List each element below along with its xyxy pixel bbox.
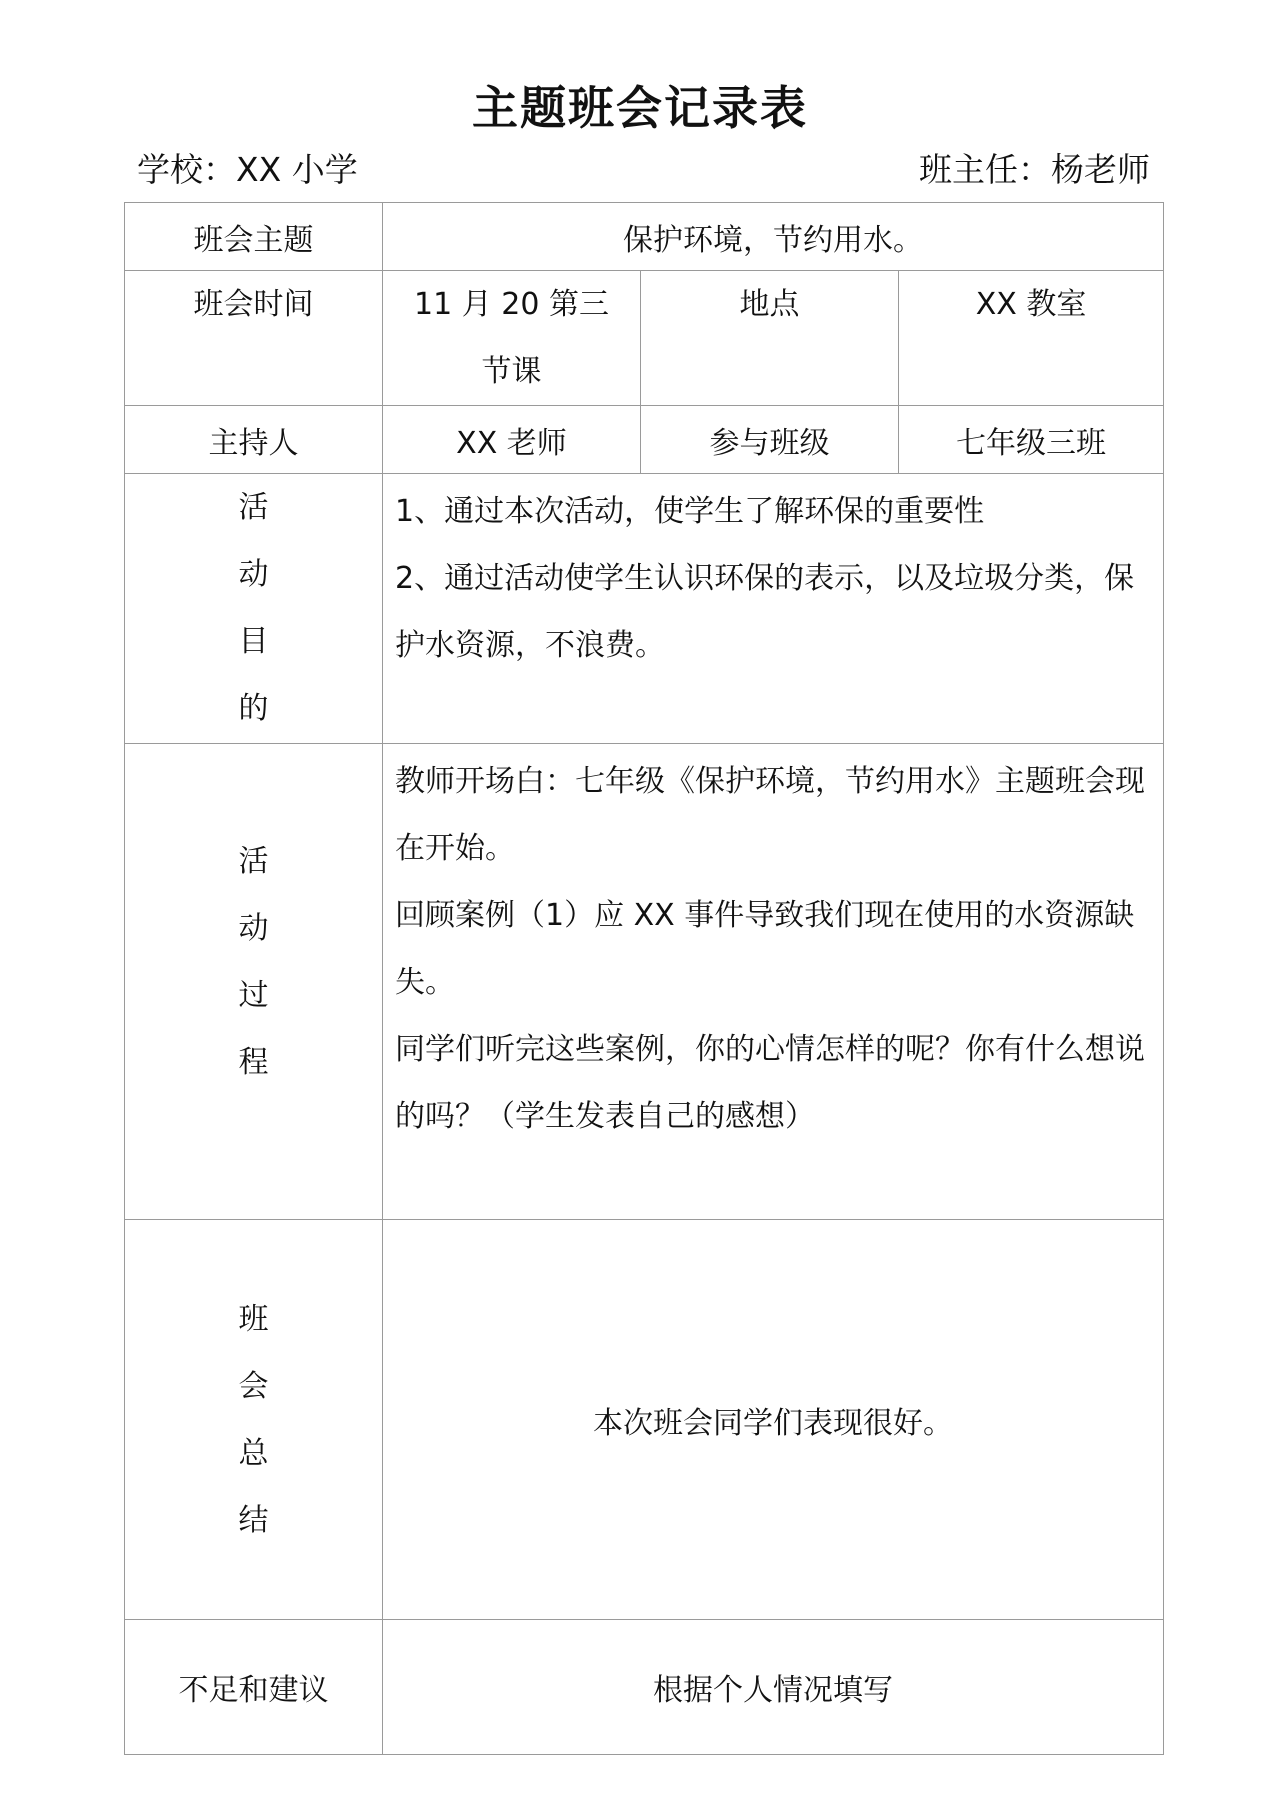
host-row (125, 406, 1164, 474)
page-title: 主题班会记录表 (472, 81, 808, 135)
summary-label-char: 班 (238, 1301, 269, 1337)
topic-row (125, 203, 1164, 271)
purpose-label-char: 活 (238, 490, 269, 525)
purpose-label-char: 的 (238, 691, 269, 726)
process-label-char: 过 (238, 977, 269, 1013)
process-paragraph: 回顾案例（1）应 XX 事件导致我们现在使用的水资源缺失。 (395, 898, 1135, 1000)
topic-label: 班会主题 (125, 203, 383, 271)
process-label (125, 744, 383, 1220)
class-value: 七年级三班 (899, 406, 1164, 474)
school-name: 学校：XX 小学 (137, 150, 358, 189)
process-content (383, 744, 1164, 1220)
purpose-content (383, 474, 1164, 744)
process-label-char: 程 (238, 1044, 269, 1080)
process-row (125, 744, 1164, 1220)
place-value: XX 教室 (899, 271, 1164, 406)
host-value: XX 老师 (383, 406, 641, 474)
time-row (125, 271, 1164, 406)
host-label: 主持人 (125, 406, 383, 474)
summary-row (125, 1220, 1164, 1620)
time-value: 11 月 20 第三节课 (383, 271, 641, 406)
advice-row (125, 1620, 1164, 1755)
advice-value: 根据个人情况填写 (383, 1620, 1164, 1755)
purpose-line: 1、通过本次活动，使学生了解环保的重要性 (395, 494, 985, 529)
process-label-char: 动 (238, 910, 269, 946)
purpose-label-char: 动 (238, 557, 269, 592)
purpose-label (125, 474, 383, 744)
purpose-line: 2、通过活动使学生认识环保的表示，以及垃圾分类，保护水资源，不浪费。 (395, 561, 1135, 663)
head-teacher: 班主任：杨老师 (919, 150, 1150, 189)
record-table (124, 202, 1164, 1755)
summary-value: 本次班会同学们表现很好。 (383, 1220, 1164, 1620)
summary-label (125, 1220, 383, 1620)
purpose-label-char: 目 (238, 624, 269, 659)
time-label: 班会时间 (125, 271, 383, 406)
summary-label-char: 会 (238, 1368, 269, 1404)
place-label: 地点 (641, 271, 899, 406)
summary-label-char: 总 (238, 1435, 269, 1471)
process-paragraph: 教师开场白：七年级《保护环境，节约用水》主题班会现在开始。 (395, 764, 1145, 866)
class-label: 参与班级 (641, 406, 899, 474)
advice-label: 不足和建议 (125, 1620, 383, 1755)
process-label-char: 活 (238, 843, 269, 879)
summary-label-char: 结 (238, 1502, 269, 1538)
purpose-row (125, 474, 1164, 744)
topic-value: 保护环境，节约用水。 (383, 203, 1164, 271)
process-paragraph: 同学们听完这些案例，你的心情怎样的呢？你有什么想说的吗？（学生发表自己的感想） (395, 1032, 1145, 1134)
